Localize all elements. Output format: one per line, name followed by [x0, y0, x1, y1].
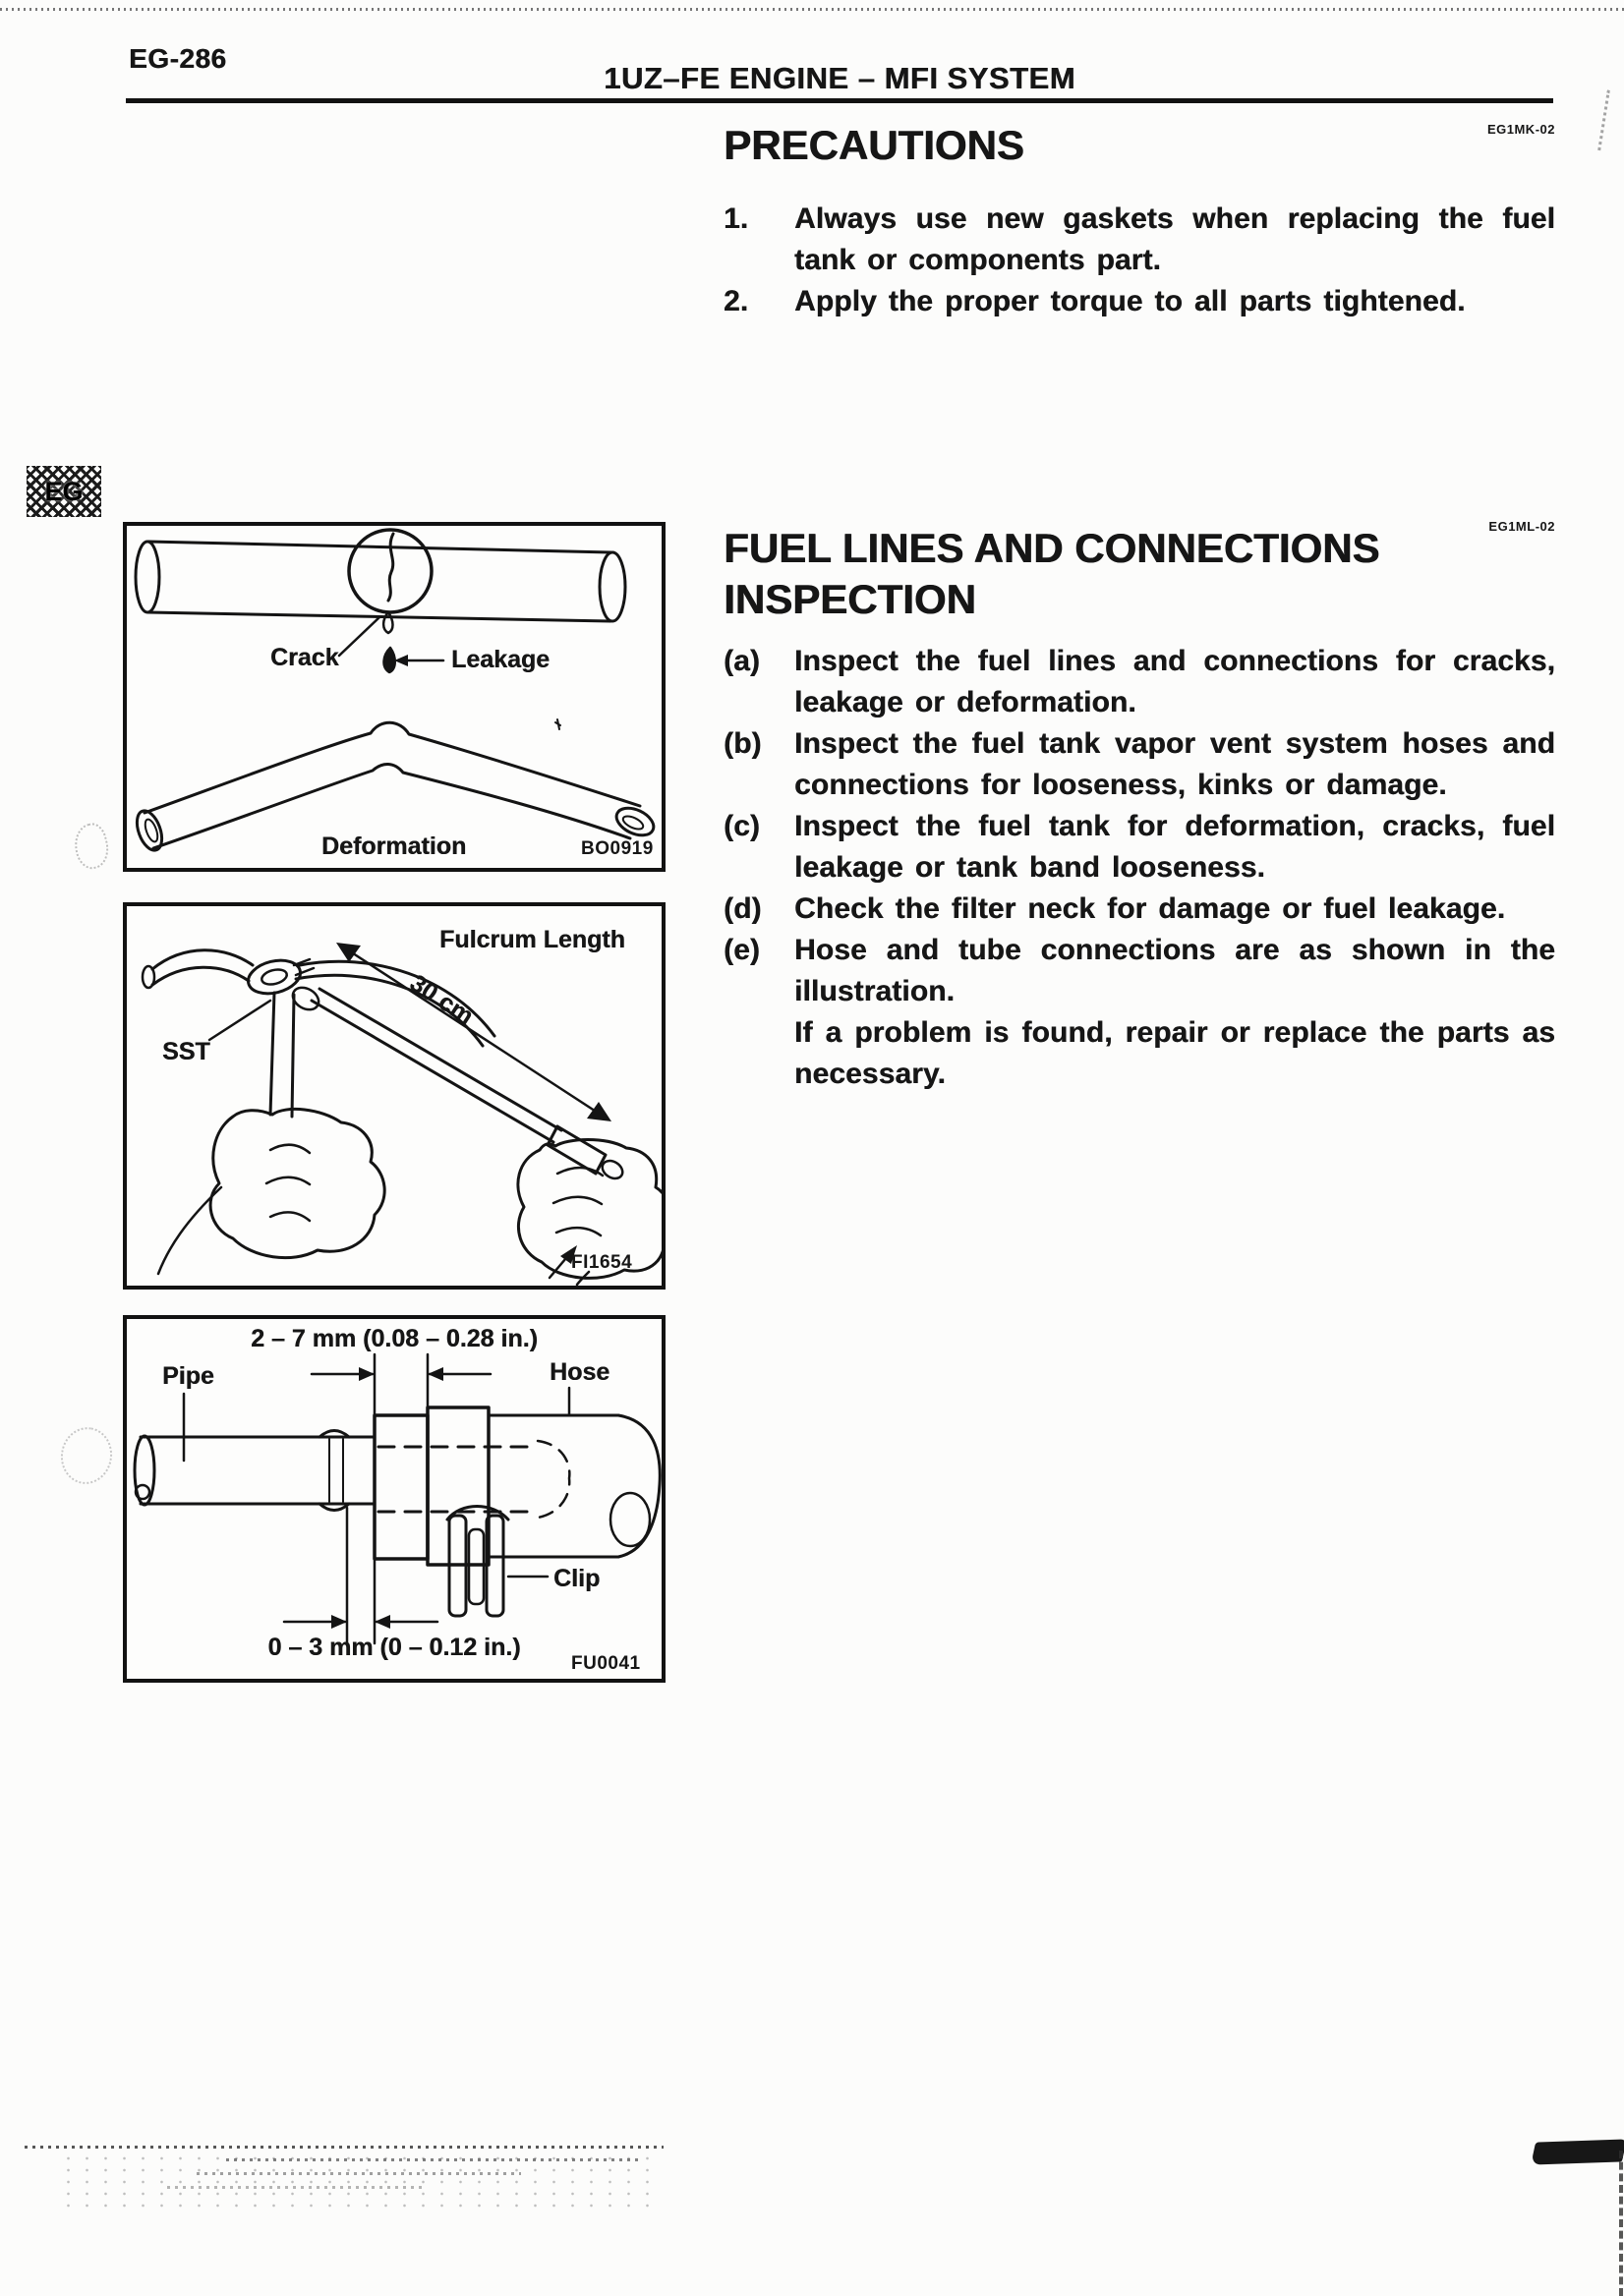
fuel-hose — [143, 950, 253, 988]
list-item — [724, 281, 1555, 322]
list-item-number: 1. — [724, 202, 749, 235]
article-code: EG1MK-02 — [1486, 122, 1555, 137]
crack-leader-line — [339, 617, 379, 656]
sst-label: SST — [162, 1038, 210, 1065]
list-item — [724, 806, 1555, 889]
length-30cm-label: 30 cm — [404, 969, 479, 1031]
list-item-text: Always use new gaskets when replacing the fuel tank or components part. — [794, 202, 1555, 276]
leakage-arrowhead — [394, 655, 408, 666]
list-item-text: Check the filter neck for damage or fuel leakage. — [794, 892, 1506, 925]
precautions-list — [724, 199, 1555, 322]
list-item-text: Apply the proper torque to all parts tightened. — [794, 285, 1466, 317]
hose — [375, 1407, 660, 1565]
fulcrum-dimension-arrow — [347, 949, 601, 1115]
list-item-number: 2. — [724, 285, 749, 317]
list-item — [724, 199, 1555, 281]
scan-speck — [555, 719, 560, 729]
figure-code: FU0041 — [571, 1653, 641, 1674]
figure-sst-torque-wrench — [123, 902, 666, 1290]
scan-artifact — [1619, 2151, 1623, 2296]
list-item — [724, 641, 1555, 723]
fuel-drop — [383, 612, 392, 633]
pipe-label: Pipe — [162, 1362, 214, 1390]
list-item-text: Inspect the fuel lines and connections for cracks, leakage or deformation. — [794, 645, 1555, 718]
dimension-bottom — [284, 1508, 437, 1643]
list-item-letter: (e) — [724, 934, 760, 966]
scan-artifact — [1531, 2139, 1624, 2164]
inspection-title — [724, 523, 1379, 625]
fuel-line-damage-drawing — [127, 526, 662, 868]
sst-leader-line — [209, 1001, 270, 1040]
list-note-text: If a problem is found, repair or replace the parts as necessary. — [794, 1016, 1555, 1090]
left-hand — [158, 1109, 384, 1274]
dimension-top — [312, 1354, 491, 1466]
scan-artifact — [56, 1423, 116, 1488]
clip-label: Clip — [553, 1565, 601, 1592]
section-tab-label: EG — [44, 476, 84, 506]
scan-dotted-line — [0, 8, 1624, 11]
crack-label: Crack — [270, 644, 339, 671]
scan-noise — [59, 2152, 649, 2213]
deformation-label: Deformation — [321, 832, 467, 860]
dimension-bottom-label: 0 – 3 mm (0 – 0.12 in.) — [267, 1634, 521, 1661]
crack-line — [388, 534, 393, 601]
inspection-title-line2: INSPECTION — [724, 576, 976, 622]
leakage-label: Leakage — [451, 646, 551, 673]
list-item — [724, 889, 1555, 930]
list-item-letter: (a) — [724, 645, 760, 677]
list-item-text: Inspect the fuel tank for deformation, cracks, fuel leakage or tank band looseness. — [794, 810, 1555, 884]
scan-artifact — [1597, 90, 1618, 152]
figure-code: BO0919 — [581, 838, 654, 859]
fuel-drop — [383, 648, 394, 672]
sst-torque-wrench-drawing — [127, 906, 662, 1286]
list-note — [724, 1012, 1555, 1095]
header-title: 1UZ–FE ENGINE – MFI SYSTEM — [604, 61, 1075, 95]
scan-noise — [25, 2146, 664, 2149]
precautions-title: PRECAUTIONS — [724, 122, 1024, 168]
pipe — [135, 1431, 375, 1511]
page-number: EG-286 — [129, 43, 227, 74]
scan-artifact — [70, 821, 113, 873]
list-item-text: Inspect the fuel tank vapor vent system hoses and connections for looseness, kinks or damage. — [794, 727, 1555, 801]
figure-hose-connection — [123, 1315, 666, 1683]
dimension-top-label: 2 – 7 mm (0.08 – 0.28 in.) — [251, 1325, 538, 1352]
pipe-straight — [136, 542, 625, 621]
list-item-letter: (b) — [724, 727, 762, 760]
section-tab — [27, 466, 101, 517]
hose-label: Hose — [550, 1358, 610, 1386]
list-item-text: Hose and tube connections are as shown in the illustration. — [794, 934, 1555, 1007]
figure-fuel-line-damage — [123, 522, 666, 872]
list-item — [724, 930, 1555, 1012]
list-item-letter: (c) — [724, 810, 760, 842]
article-code: EG1ML-02 — [1488, 519, 1555, 534]
inspection-title-line1: FUEL LINES AND CONNECTIONS — [724, 525, 1380, 571]
list-item — [724, 723, 1555, 806]
figure-code: FI1654 — [571, 1252, 633, 1273]
list-item-letter: (d) — [724, 892, 762, 925]
inspection-list — [724, 641, 1555, 1095]
header-rule — [126, 98, 1553, 103]
clip — [447, 1507, 508, 1617]
fulcrum-length-label: Fulcrum Length — [439, 926, 625, 953]
